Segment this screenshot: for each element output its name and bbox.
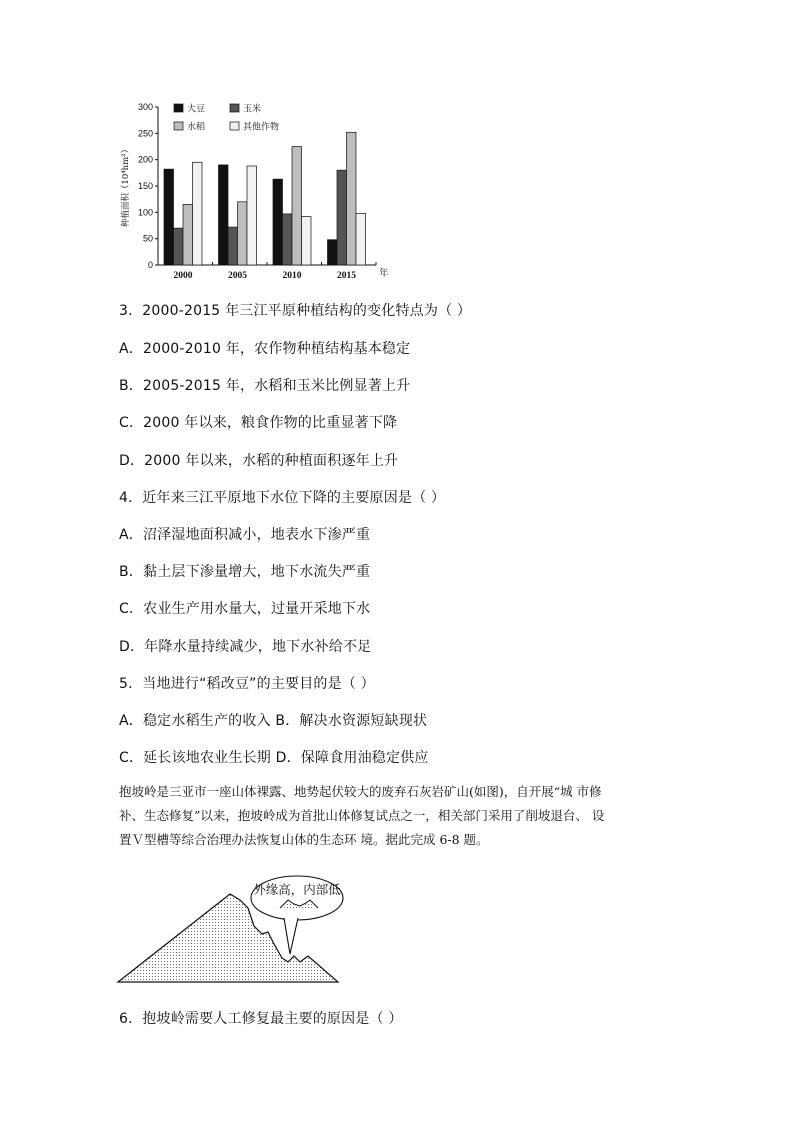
y-tick-label: 50 <box>142 233 153 244</box>
intro-paragraph <box>119 780 684 852</box>
callout-pointer <box>284 918 298 954</box>
legend-swatch <box>174 122 183 130</box>
bar-2-2015 <box>337 170 347 265</box>
y-tick-label: 0 <box>147 260 153 270</box>
bar-1-2000 <box>164 169 174 265</box>
y-tick-label: 100 <box>137 207 153 218</box>
question-3-option-d: D．2000 年以来，水稻的种植面积逐年上升 <box>119 453 399 469</box>
mountain-cross-section-figure <box>112 870 352 990</box>
question-3-option-a: A．2000-2010 年，农作物种植结构基本稳定 <box>119 341 411 357</box>
y-tick-label: 250 <box>137 128 153 139</box>
question-4-option-c: C．农业生产用水量大，过量开采地下水 <box>119 601 371 617</box>
question-4-option-a: A．沼泽湿地面积减小，地表水下渗严重 <box>119 527 371 543</box>
y-tick-label: 300 <box>137 102 153 112</box>
bar-3-2000 <box>183 204 193 265</box>
y-axis-label: 种植面积（10⁴hm²） <box>121 144 131 228</box>
planting-area-bar-chart <box>112 96 392 286</box>
question-5-stem: 5．当地进行“稻改豆”的主要目的是（ ） <box>119 676 375 692</box>
bar-1-2005 <box>219 165 229 265</box>
intro-line: 置Ｖ型槽等综合治理办法恢复山体的生态环 境。据此完成 6-8 题。 <box>119 832 489 847</box>
x-tick-label: 2000 <box>173 271 193 281</box>
bar-3-2005 <box>238 202 248 265</box>
question-4-option-d: D．年降水量持续减少，地下水补给不足 <box>119 639 372 655</box>
bar-2-2000 <box>174 228 184 265</box>
x-tick-label: 2015 <box>337 271 356 281</box>
legend-label: 大豆 <box>187 104 206 115</box>
y-tick-label: 150 <box>137 181 153 191</box>
question-3-stem: 3．2000-2015 年三江平原种植结构的变化特点为（ ） <box>119 303 472 319</box>
legend-swatch <box>230 122 239 130</box>
bar-2-2005 <box>228 227 238 265</box>
intro-line: 抱坡岭是三亚市一座山体裸露、地势起伏较大的废弃石灰岩矿山(如图)，自开展“城 市修 <box>119 784 602 799</box>
question-5-options-cd: C．延长该地农业生长期 D．保障食用油稳定供应 <box>119 750 429 766</box>
y-tick-label: 200 <box>137 154 153 165</box>
intro-line: 补、生态修复”以来，抱坡岭成为首批山体修复试点之一，相关部门采用了削坡退台、 设 <box>119 808 605 823</box>
bar-4-2010 <box>302 217 312 265</box>
bar-3-2015 <box>347 132 357 265</box>
bar-4-2015 <box>356 213 366 265</box>
question-5-options-ab: A．稳定水稻生产的收入 B．解决水资源短缺现状 <box>119 713 428 729</box>
x-tick-label: 2010 <box>282 271 302 281</box>
callout-text: 外缘高，内部低 <box>253 883 341 897</box>
legend-label: 水稻 <box>187 122 206 133</box>
bar-2-2010 <box>283 214 293 265</box>
question-3-option-c: C．2000 年以来，粮食作物的比重显著下降 <box>119 415 398 431</box>
bar-3-2010 <box>292 147 302 266</box>
x-axis-unit: 年 <box>379 268 389 279</box>
legend-label: 其他作物 <box>243 122 280 133</box>
question-4-stem: 4．近年来三江平原地下水位下降的主要原因是（ ） <box>119 490 446 506</box>
legend-swatch <box>174 104 183 112</box>
bar-1-2010 <box>273 179 283 265</box>
question-3-option-b: B．2005-2015 年，水稻和玉米比例显著上升 <box>119 378 411 394</box>
bar-4-2000 <box>193 162 203 265</box>
legend-swatch <box>230 104 239 112</box>
legend-label: 玉米 <box>243 104 262 115</box>
question-6-stem: 6．抱坡岭需要人工修复最主要的原因是（ ） <box>119 1011 403 1027</box>
question-4-option-b: B．黏土层下渗量增大，地下水流失严重 <box>119 564 371 580</box>
bar-4-2005 <box>247 166 257 265</box>
bar-1-2015 <box>328 240 338 265</box>
x-tick-label: 2005 <box>228 271 247 281</box>
